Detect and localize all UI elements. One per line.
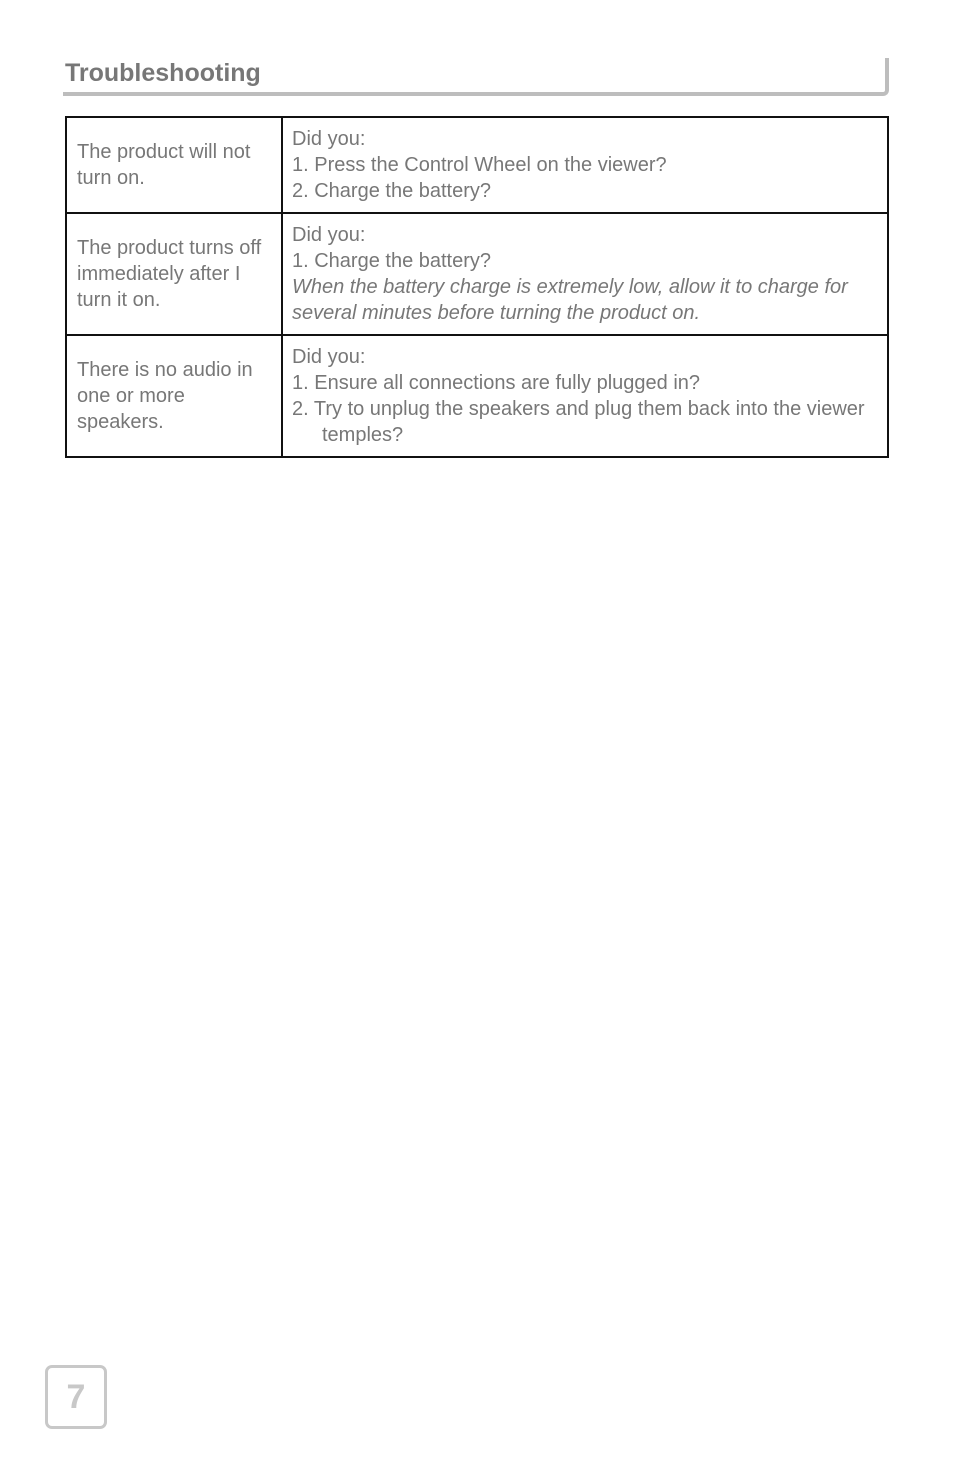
solution-intro: Did you: [292,224,366,246]
problem-text: There is no audio in one or more speakers. [77,359,253,433]
solution-note: When the battery charge is extremely low, allow it to charge for several minutes before turning the product on. [292,276,848,324]
troubleshooting-table [65,116,889,458]
solution-cell [282,213,888,335]
solution-cell [282,117,888,213]
page-number-box [45,1365,107,1429]
solution-cell [282,335,888,457]
solution-step: 1. Charge the battery? [292,250,492,272]
table-row [66,213,888,335]
section-header [63,58,889,96]
problem-text: The product will not turn on. [77,141,251,189]
problem-text: The product turns off immediately after I turn it on. [77,237,262,311]
problem-cell [66,213,282,335]
page-number: 7 [66,1377,86,1416]
solution-step: 2. Try to unplug the speakers and plug them back into the viewer temples? [292,398,865,446]
problem-cell [66,117,282,213]
solution-intro: Did you: [292,346,366,368]
solution-step: 1. Ensure all connections are fully plugged in? [292,372,701,394]
solution-intro: Did you: [292,128,366,150]
table-row [66,117,888,213]
solution-step: 2. Charge the battery? [292,180,492,202]
page-title: Troubleshooting [65,59,261,87]
solution-step: 1. Press the Control Wheel on the viewer? [292,154,667,176]
table-row [66,335,888,457]
problem-cell [66,335,282,457]
